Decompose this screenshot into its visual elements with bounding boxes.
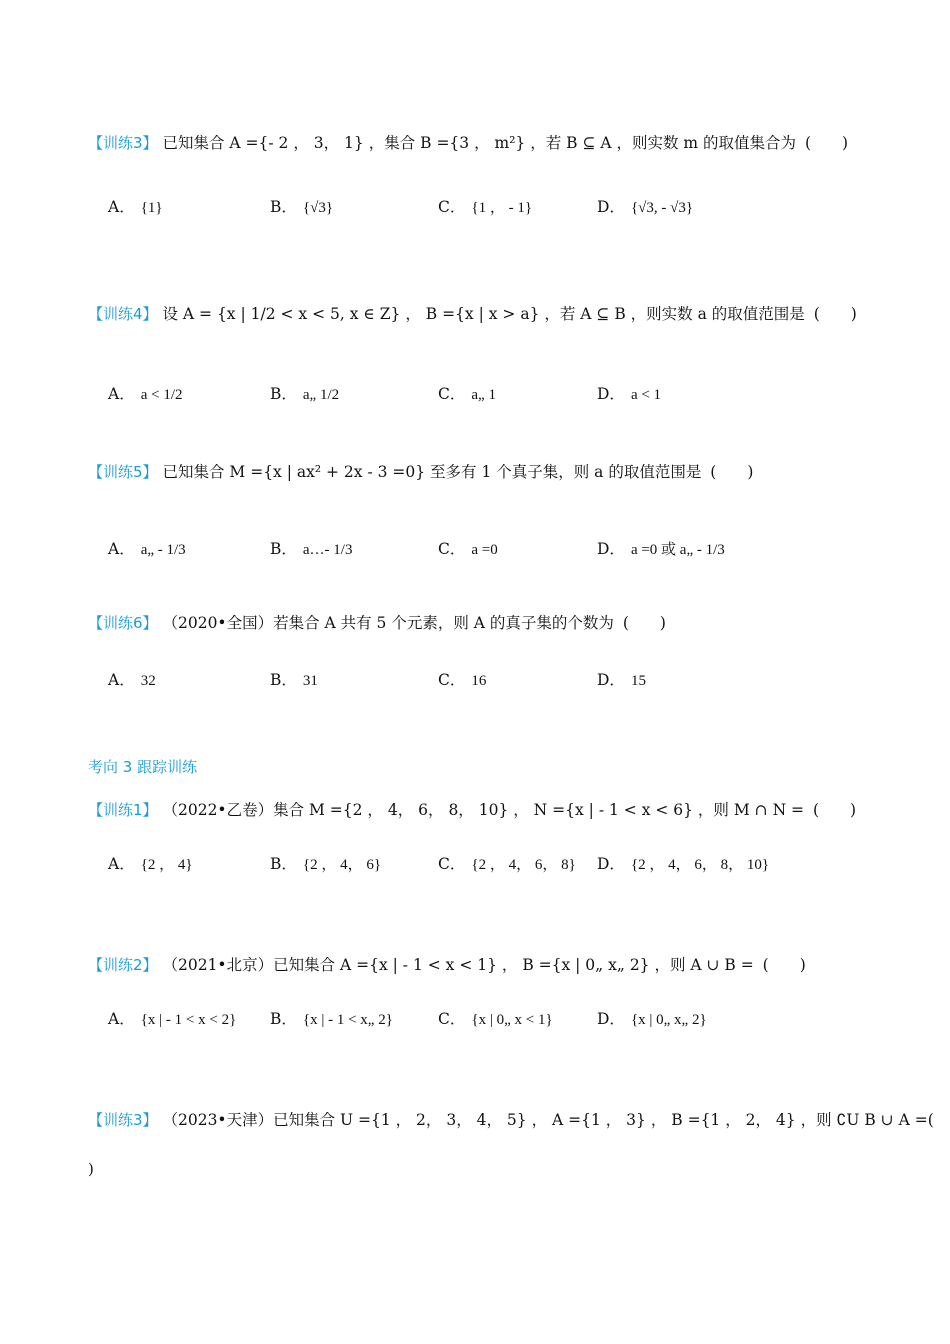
option-d: D． a =0 或 a„ - 1/3 <box>597 540 725 558</box>
option-b: B． 31 <box>270 671 318 689</box>
question-training-6 <box>88 612 666 634</box>
question-continuation: ) <box>88 1160 94 1178</box>
option-c: C． a„ 1 <box>438 385 496 403</box>
question-text: （2023•天津）已知集合 U ={1 ， 2， 3， 4， 5} ， A ={1 ， 3} ， B ={1 ， 2， 4} ，则 ∁U B ∪ A =( <box>162 1111 934 1129</box>
question-training-4 <box>88 303 857 325</box>
option-b: B． a„ 1/2 <box>270 385 340 403</box>
option-d: D． {√3, - √3} <box>597 198 694 216</box>
option-a: A． {x | - 1 < x < 2} <box>108 1010 237 1028</box>
question-training-3 <box>88 132 848 154</box>
answer-blank: ( ) <box>710 463 754 481</box>
question-text: 已知集合 A ={- 2 ， 3， 1} ，集合 B ={3 ， m²} ，若 B ⊆ A ，则实数 m 的取值集合为 <box>162 134 797 152</box>
question-tag: 【训练1】 <box>88 801 158 819</box>
question-text: （2022•乙卷）集合 M ={2 ， 4， 6， 8， 10} ， N ={x | - 1 < x < 6} ，则 M ∩ N = <box>162 801 805 819</box>
section-title: 考向 3 跟踪训练 <box>88 758 198 776</box>
question-training-1 <box>88 799 856 821</box>
question-tag: 【训练6】 <box>88 614 158 632</box>
answer-blank: ( ) <box>762 956 806 974</box>
option-b: B． {√3} <box>270 198 334 216</box>
question-text: 已知集合 M ={x | ax² + 2x - 3 =0} 至多有 1 个真子集，则 a 的取值范围是 <box>162 463 702 481</box>
option-d: D． 15 <box>597 671 646 689</box>
option-d: D． a < 1 <box>597 385 662 403</box>
option-c: C． a =0 <box>438 540 498 558</box>
question-tag: 【训练2】 <box>88 956 158 974</box>
option-a: A． 32 <box>108 671 156 689</box>
question-text: （2020•全国）若集合 A 共有 5 个元素，则 A 的真子集的个数为 <box>162 614 614 632</box>
question-tag: 【训练4】 <box>88 305 158 323</box>
option-d: D． {2 ， 4， 6， 8， 10} <box>597 855 770 873</box>
question-tag: 【训练3】 <box>88 1111 158 1129</box>
question-training-5 <box>88 461 753 483</box>
answer-blank: ( ) <box>813 305 857 323</box>
question-training-2 <box>88 954 806 976</box>
option-b: B． {x | - 1 < x„ 2} <box>270 1010 393 1028</box>
option-b: B． {2 ， 4， 6} <box>270 855 382 873</box>
option-c: C． 16 <box>438 671 487 689</box>
option-c: C． {x | 0„ x < 1} <box>438 1010 553 1028</box>
question-training-3b <box>88 1109 934 1131</box>
option-d: D． {x | 0„ x„ 2} <box>597 1010 707 1028</box>
option-a: A． {1} <box>108 198 163 216</box>
option-c: C． {2 ， 4， 6， 8} <box>438 855 576 873</box>
question-text: 设 A = {x | 1/2 < x < 5, x ∈ Z} ， B ={x | x > a} ，若 A ⊆ B ，则实数 a 的取值范围是 <box>162 305 805 323</box>
option-b: B． a…- 1/3 <box>270 540 353 558</box>
option-c: C． {1 ， - 1} <box>438 198 533 216</box>
answer-blank: ( ) <box>812 801 857 819</box>
question-tag: 【训练5】 <box>88 463 158 481</box>
question-tag: 【训练3】 <box>88 134 158 152</box>
option-a: A． a < 1/2 <box>108 385 183 403</box>
option-a: A． a„ - 1/3 <box>108 540 186 558</box>
answer-blank: ( ) <box>622 614 666 632</box>
answer-blank: ( ) <box>804 134 849 152</box>
option-a: A． {2 ， 4} <box>108 855 193 873</box>
question-text: （2021•北京）已知集合 A ={x | - 1 < x < 1} ， B ={x | 0„ x„ 2} ，则 A ∪ B = <box>162 956 754 974</box>
